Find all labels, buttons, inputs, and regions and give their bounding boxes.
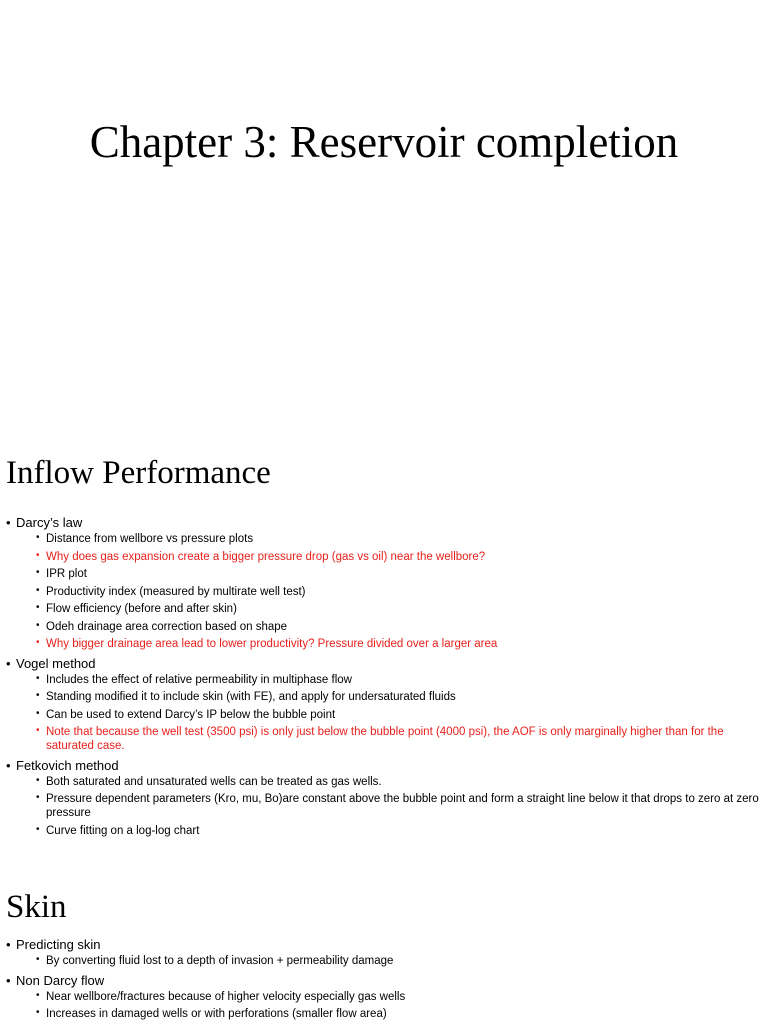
sub-list-item — [36, 532, 764, 546]
sub-list-item-text: Near wellbore/fractures because of higher velocity especially gas wells — [46, 990, 406, 1003]
sub-list-item — [36, 775, 764, 789]
sub-list — [36, 954, 764, 968]
bullet-icon: • — [6, 757, 11, 773]
sub-list-item-text: Note that because the well test (3500 psi) is only just below the bubble point (4000 psi), the AOF is only marginally higher than for the saturated case. — [46, 726, 724, 752]
sub-list-item-text: Includes the effect of relative permeability in multiphase flow — [46, 673, 352, 686]
sub-list-item — [36, 990, 764, 1004]
sub-list-item-text: Odeh drainage area correction based on shape — [46, 620, 288, 633]
sub-list-item-text: Curve fitting on a log-log chart — [46, 824, 200, 837]
bullet-icon: • — [36, 792, 40, 803]
bullet-icon: • — [36, 690, 40, 701]
bullet-icon: • — [36, 637, 40, 648]
sub-list-item — [36, 585, 764, 599]
bullet-icon: • — [36, 989, 40, 1001]
bullet-icon: • — [36, 549, 40, 561]
bullet-icon: • — [6, 972, 11, 988]
list-item-label: Predicting skin — [16, 937, 101, 952]
page-title: Chapter 3: Reservoir completion — [89, 117, 679, 167]
bullet-icon: • — [36, 823, 40, 835]
sub-list-item — [36, 567, 764, 581]
bullet-list — [6, 936, 764, 1021]
sub-list-item — [36, 1007, 764, 1021]
section-heading: Inflow Performance — [6, 455, 271, 491]
bullet-icon: • — [6, 515, 11, 530]
sub-list-item-text: Why does gas expansion create a bigger pressure drop (gas vs oil) near the wellbore? — [46, 550, 486, 563]
sub-list-item-text: Both saturated and unsaturated wells can be treated as gas wells. — [46, 775, 382, 788]
sub-list-item-text: Flow efficiency (before and after skin) — [46, 603, 237, 615]
list-item — [6, 936, 764, 968]
sub-list-item — [36, 725, 764, 753]
bullet-icon: • — [6, 937, 11, 952]
list-item-label: Darcy’s law — [16, 515, 83, 530]
bullet-icon: • — [36, 725, 40, 736]
list-item-label: Fetkovich method — [16, 757, 119, 773]
sub-list-item-text: Increases in damaged wells or with perforations (smaller flow area) — [46, 1008, 387, 1020]
bullet-icon: • — [36, 602, 40, 613]
sub-list-item — [36, 550, 764, 564]
sub-list-item-text: Why bigger drainage area lead to lower productivity? Pressure divided over a larger area — [46, 638, 498, 650]
list-item — [6, 655, 764, 754]
bullet-icon: • — [36, 774, 40, 786]
sub-list — [36, 532, 764, 651]
bullet-icon: • — [36, 707, 40, 719]
bullet-icon: • — [36, 532, 40, 543]
section-skin — [6, 888, 764, 1025]
list-item — [6, 757, 764, 838]
sub-list-item — [36, 673, 764, 687]
sub-list-item — [36, 690, 764, 704]
bullet-icon: • — [36, 567, 40, 578]
bullet-icon: • — [6, 655, 11, 671]
sub-list — [36, 775, 764, 838]
sub-list-item — [36, 637, 764, 651]
bullet-icon: • — [36, 619, 40, 631]
sub-list-item-text: Pressure dependent parameters (Kro, mu, Bo)are constant above the bubble point and form a straight line below it that drops to zero at zero pressure — [46, 793, 759, 819]
bullet-icon: • — [36, 1007, 40, 1018]
sub-list-item — [36, 620, 764, 634]
list-item-label: Vogel method — [16, 655, 96, 671]
list-item — [6, 972, 764, 1022]
sub-list-item-text: Productivity index (measured by multirate well test) — [46, 585, 306, 598]
sub-list-item — [36, 602, 764, 616]
bullet-icon: • — [36, 584, 40, 596]
section-heading: Skin — [6, 889, 67, 925]
sub-list — [36, 673, 764, 754]
list-item — [6, 514, 764, 651]
bullet-icon: • — [36, 672, 40, 684]
sub-list-item-text: Standing modified it to include skin (with FE), and apply for undersaturated fluids — [46, 691, 456, 703]
bullet-list — [6, 514, 764, 838]
bullet-icon: • — [36, 954, 40, 965]
sub-list-item — [36, 824, 764, 838]
sub-list-item-text: Can be used to extend Darcy’s IP below the bubble point — [46, 708, 336, 721]
sub-list-item-text: IPR plot — [46, 568, 87, 580]
list-item-label: Non Darcy flow — [16, 972, 105, 988]
sub-list-item — [36, 708, 764, 722]
section-inflow-performance — [6, 454, 764, 841]
sub-list-item — [36, 954, 764, 968]
sub-list-item — [36, 792, 764, 820]
sub-list-item-text: Distance from wellbore vs pressure plots — [46, 533, 254, 545]
sub-list — [36, 990, 764, 1022]
sub-list-item-text: By converting fluid lost to a depth of invasion + permeability damage — [46, 955, 394, 967]
